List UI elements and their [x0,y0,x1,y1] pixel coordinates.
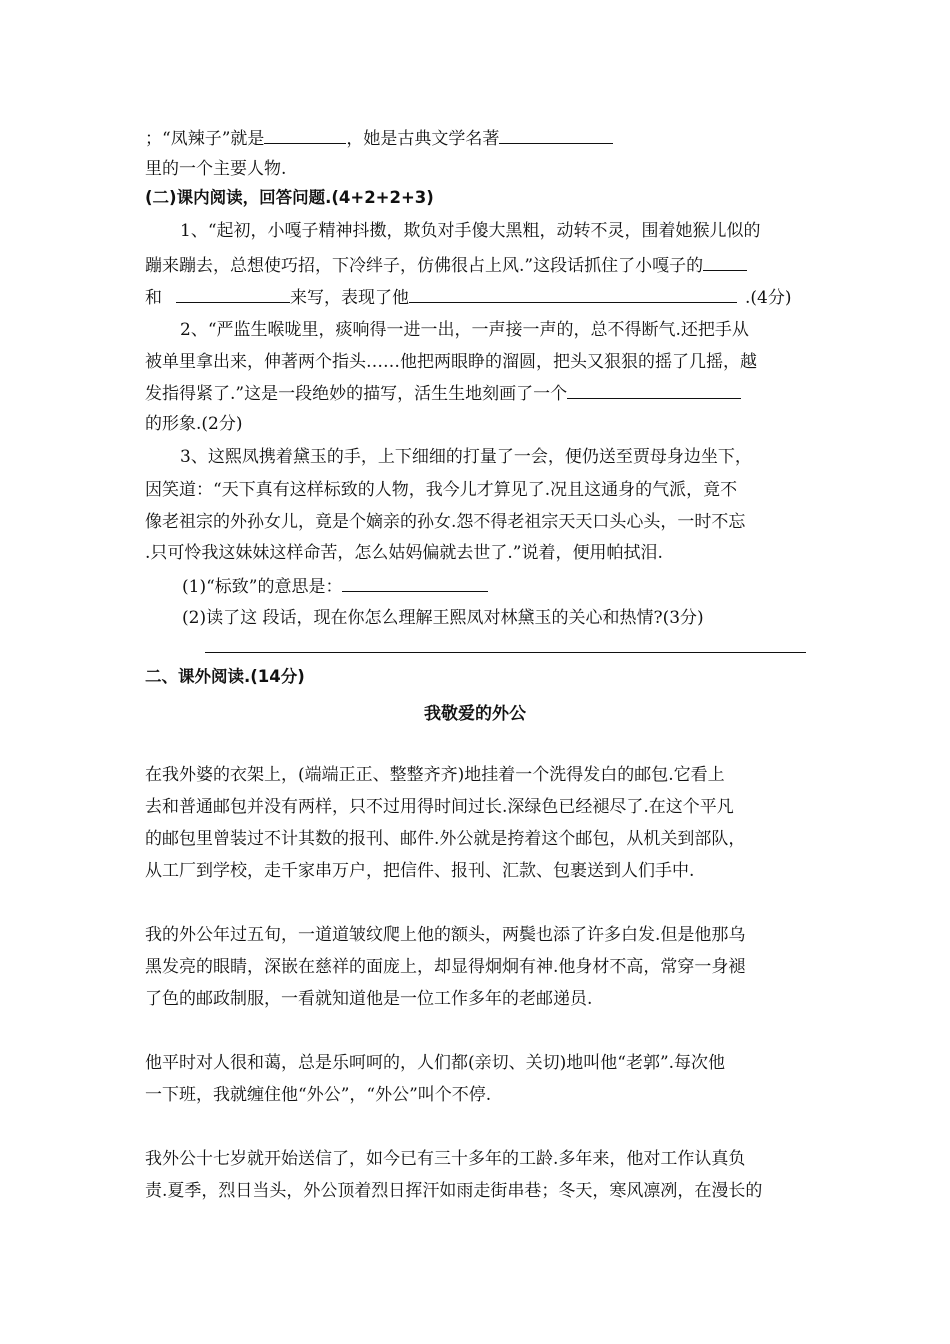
blank-q1-a[interactable] [703,252,747,271]
blank-q2[interactable] [567,380,741,399]
q1-line-1: 1、“起初，小嘎子精神抖擞，欺负对手傻大黑粗，动转不灵，围着她猴儿似的 [180,221,761,241]
p2-line: 我的外公年过五旬，一道道皱纹爬上他的额头，两鬓也添了许多白发.但是他那乌 [145,925,746,945]
q3-line-4: .只可怜我这妹妹这样命苦，怎么姑妈偏就去世了.”说着，便用帕拭泪. [145,543,663,563]
q3-sub-2: (2)读了这 段话，现在你怎么理解王熙凤对林黛玉的关心和热情?(3分) [182,608,704,628]
blank-1[interactable] [264,125,346,144]
q1-line-3-b: 来写，表现了他 [290,288,409,308]
q3-sub-1-text: (1)“标致”的意思是： [182,577,343,597]
q1-line-3 [145,284,791,310]
top-line-1-text-a: ；“凤辣子”就是 [145,129,265,149]
q3-sub-1 [182,573,488,599]
q3-line-2: 因笑道：“天下真有这样标致的人物，我今儿才算见了.况且这通身的气派，竟不 [145,480,738,500]
p3-line: 他平时对人很和蔼，总是乐呵呵的，人们都(亲切、关切)地叫他“老郭”.每次他 [145,1053,726,1073]
blank-q1-c[interactable] [409,284,737,303]
p4-line: 责.夏季，烈日当头，外公顶着烈日挥汗如雨走街串巷；冬天，寒风凛冽，在漫长的 [145,1181,763,1201]
q3-line-3: 像老祖宗的外孙女儿，竟是个嫡亲的孙女.怨不得老祖宗天天口头心头，一时不忘 [145,512,746,532]
q1-line-3-c: .(4分) [745,288,792,308]
p1-line: 去和普通邮包并没有两样，只不过用得时间过长.深绿色已经褪尽了.在这个平凡 [145,797,734,817]
q1-line-2 [145,252,747,278]
q1-line-2-text: 蹦来蹦去，总想使巧招，下冷绊子，仿佛很占上风.”这段话抓住了小嘎子的 [145,256,704,276]
q2-line-1: 2、“严监生喉咙里，痰响得一进一出，一声接一声的，总不得断气.还把手从 [180,320,749,340]
q2-line-4: 的形象.(2分) [145,414,243,434]
p4-line: 我外公十七岁就开始送信了，如今已有三十多年的工龄.多年来，他对工作认真负 [145,1149,746,1169]
article-title: 我敬爱的外公 [424,704,526,724]
p2-line: 了色的邮政制服，一看就知道他是一位工作多年的老邮递员. [145,989,593,1009]
p3-line: 一下班，我就缠住他“外公”，“外公”叫个不停. [145,1085,492,1105]
top-line-1 [145,125,613,151]
top-line-2: 里的一个主要人物. [145,159,287,179]
blank-2[interactable] [499,125,613,144]
q3-line-1: 3、这熙凤携着黛玉的手，上下细细的打量了一会，便仍送至贾母身边坐下， [180,447,752,467]
q2-line-2: 被单里拿出来，伸著两个指头……他把两眼睁的溜圆，把头又狠狠的摇了几摇，越 [145,352,757,372]
q2-line-3-text: 发指得紧了.”这是一段绝妙的描写，活生生地刻画了一个 [145,384,568,404]
p1-line: 从工厂到学校，走千家串万户，把信件、报刊、汇款、包裹送到人们手中. [145,861,695,881]
blank-q1-b[interactable] [176,284,290,303]
blank-q3-1[interactable] [342,573,488,592]
answer-line-q3-2[interactable] [205,652,806,653]
section-heading-extra-reading: 二、课外阅读.(14分) [145,667,305,686]
p2-line: 黑发亮的眼睛，深嵌在慈祥的面庞上，却显得炯炯有神.他身材不高，常穿一身褪 [145,957,746,977]
q2-line-3 [145,380,741,406]
p1-line: 在我外婆的衣架上，(端端正正、整整齐齐)地挂着一个洗得发白的邮包.它看上 [145,765,725,785]
p1-line: 的邮包里曾装过不计其数的报刊、邮件.外公就是挎着这个邮包，从机关到部队， [145,829,746,849]
q1-line-3-a: 和 [145,288,162,308]
section-heading-reading: (二)课内阅读，回答问题.(4+2+2+3) [145,188,434,207]
top-line-1-text-b: ，她是古典文学名著 [346,129,500,149]
